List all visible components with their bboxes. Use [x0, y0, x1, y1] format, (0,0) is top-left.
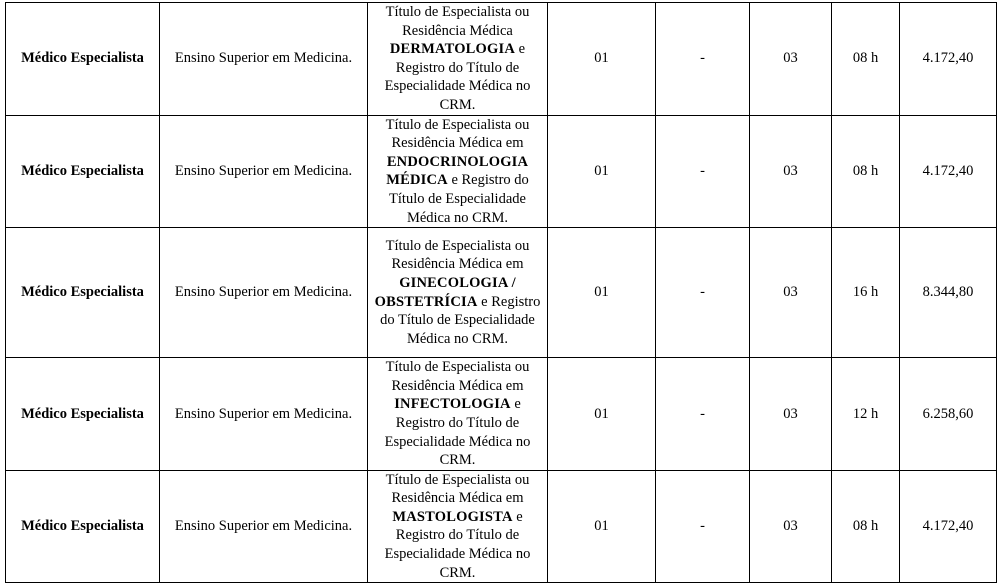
- vagas-cell: 01: [548, 115, 656, 228]
- cargo-cell: Médico Especialista: [6, 115, 160, 228]
- escolaridade-cell: Ensino Superior em Medicina.: [160, 358, 368, 471]
- cargo-cell: Médico Especialista: [6, 228, 160, 358]
- cadastro-reserva-cell: 03: [750, 115, 832, 228]
- especialidade-label: GINECOLOGIA / OBSTETRÍCIA: [374, 275, 516, 310]
- cargo-cell: Médico Especialista: [6, 358, 160, 471]
- especialidade-label: INFECTOLOGIA: [394, 396, 511, 413]
- salario-cell: 4.172,40: [900, 470, 997, 583]
- escolaridade-cell: Ensino Superior em Medicina.: [160, 115, 368, 228]
- especialidade-label: ENDOCRINOLOGIA MÉDICA: [386, 153, 529, 189]
- carga-horaria-cell: 08 h: [832, 3, 900, 116]
- requisitos-prefix: Título de Especialista ou Residência Médica em: [385, 237, 530, 273]
- table-row: [6, 358, 997, 471]
- cargo-cell: Médico Especialista: [6, 470, 160, 583]
- salario-cell: 8.344,80: [900, 228, 997, 358]
- carga-horaria-cell: 12 h: [832, 358, 900, 471]
- cadastro-reserva-cell: 03: [750, 228, 832, 358]
- requisitos-cell: [368, 115, 548, 228]
- requisitos-cell: [368, 358, 548, 471]
- carga-horaria-cell: 08 h: [832, 470, 900, 583]
- requisitos-suffix: e Registro do Título de Especialidade Médica no CRM.: [384, 508, 531, 581]
- cadastro-reserva-cell: 03: [750, 358, 832, 471]
- pcd-cell: -: [656, 358, 750, 471]
- vacancies-table: [5, 2, 997, 583]
- table-row: [6, 115, 997, 228]
- requisitos-cell: [368, 228, 548, 358]
- carga-horaria-cell: 08 h: [832, 115, 900, 228]
- requisitos-suffix: e Registro do Título de Especialidade Médica no CRM.: [389, 172, 529, 226]
- requisitos-suffix: e Registro do Título de Especialidade Médica no CRM.: [380, 293, 541, 347]
- especialidade-label: DERMATOLOGIA: [389, 41, 516, 58]
- requisitos-prefix: Título de Especialista ou Residência Médica em: [385, 471, 530, 507]
- requisitos-cell: [368, 3, 548, 116]
- vagas-cell: 01: [548, 358, 656, 471]
- salario-cell: 6.258,60: [900, 358, 997, 471]
- escolaridade-cell: Ensino Superior em Medicina.: [160, 228, 368, 358]
- requisitos-prefix: Título de Especialista ou Residência Médica em: [385, 359, 530, 394]
- pcd-cell: -: [656, 115, 750, 228]
- vagas-cell: 01: [548, 228, 656, 358]
- table-row: [6, 470, 997, 583]
- vagas-cell: 01: [548, 3, 656, 116]
- salario-cell: 4.172,40: [900, 3, 997, 116]
- pcd-cell: -: [656, 470, 750, 583]
- requisitos-suffix: e Registro do Título de Especialidade Médica no CRM.: [384, 41, 531, 113]
- escolaridade-cell: Ensino Superior em Medicina.: [160, 3, 368, 116]
- vagas-cell: 01: [548, 470, 656, 583]
- requisitos-prefix: Título de Especialista ou Residência Médica: [385, 4, 530, 39]
- requisitos-prefix: Título de Especialista ou Residência Médica em: [385, 116, 530, 152]
- salario-cell: 4.172,40: [900, 115, 997, 228]
- pcd-cell: -: [656, 228, 750, 358]
- requisitos-suffix: e Registro do Título de Especialidade Médica no CRM.: [384, 396, 531, 469]
- cargo-cell: Médico Especialista: [6, 3, 160, 116]
- cadastro-reserva-cell: 03: [750, 3, 832, 116]
- escolaridade-cell: Ensino Superior em Medicina.: [160, 470, 368, 583]
- pcd-cell: -: [656, 3, 750, 116]
- table-row: [6, 228, 997, 358]
- requisitos-cell: [368, 470, 548, 583]
- table-row: [6, 3, 997, 116]
- cadastro-reserva-cell: 03: [750, 470, 832, 583]
- carga-horaria-cell: 16 h: [832, 228, 900, 358]
- especialidade-label: MASTOLOGISTA: [392, 508, 513, 525]
